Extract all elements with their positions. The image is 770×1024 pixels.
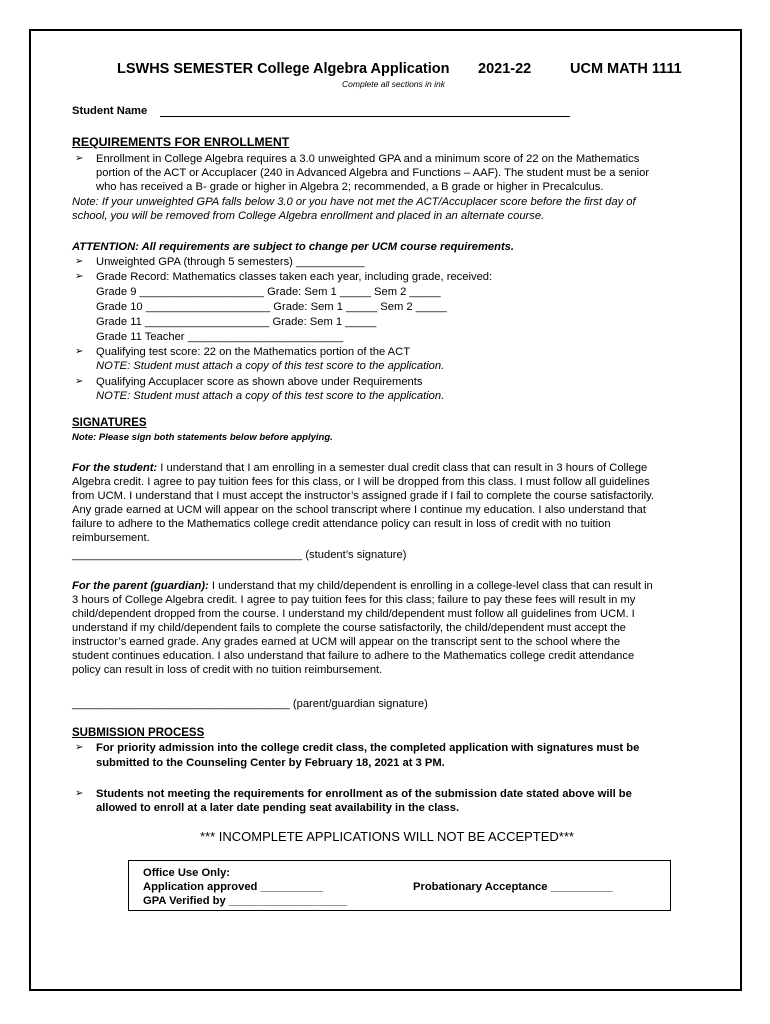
form-subtitle: Complete all sections in ink	[342, 79, 445, 89]
parent-statement-line: student continues education. I also understand that failure to adhere to the Mathematics college credit attendance	[72, 650, 635, 662]
requirement-line: Enrollment in College Algebra requires a 3.0 unweighted GPA and a minimum score of 22 on the Mathematics	[96, 153, 640, 165]
requirements-heading: REQUIREMENTS FOR ENROLLMENT	[72, 135, 290, 149]
parent-statement-line: policy can result in loss of credit with no tuition reimbursement.	[72, 664, 383, 676]
submission-item: allowed to enroll at a later date pending seat availability in the class.	[96, 802, 460, 814]
student-statement-line: Any grade earned at UCM will appear on the school transcript where I continue my education. I also understand that	[72, 504, 646, 516]
submission-heading: SUBMISSION PROCESS	[72, 727, 205, 739]
accuplacer-note: NOTE: Student must attach a copy of this test score to the application.	[96, 390, 445, 402]
student-name-field[interactable]	[160, 103, 570, 117]
bullet-arrow-icon: ➢	[75, 788, 84, 799]
requirement-line: who has received a B- grade or higher in Algebra 2; recommended, a B grade or higher in Precalculus.	[96, 181, 604, 193]
bullet-arrow-icon: ➢	[75, 376, 84, 387]
grade9-row[interactable]: Grade 9 ____________________ Grade: Sem 1 _____ Sem 2 _____	[96, 286, 441, 298]
bullet-arrow-icon: ➢	[75, 742, 84, 753]
teacher-field[interactable]: Grade 11 Teacher _________________________	[96, 331, 344, 343]
parent-statement-line1: For the parent (guardian): I understand that my child/dependent is enrolling in a college-level class that can result in	[72, 580, 653, 592]
application-approved-field[interactable]: Application approved __________	[143, 881, 323, 893]
bullet-arrow-icon: ➢	[75, 346, 84, 357]
accuplacer-requirement: Qualifying Accuplacer score as shown above under Requirements	[96, 376, 423, 388]
submission-item: For priority admission into the college credit class, the completed application with signatures must be	[96, 742, 640, 754]
parent-statement-line: child/dependent dropped from the course. I understand my child/dependent must follow all guidelines from UCM. I	[72, 608, 635, 620]
submission-item: Students not meeting the requirements for enrollment as of the submission date stated above will be	[96, 788, 632, 800]
submission-item: submitted to the Counseling Center by February 18, 2021 at 3 PM.	[96, 757, 445, 769]
school-year: 2021-22	[478, 61, 532, 77]
gpa-verified-field[interactable]: GPA Verified by ___________________	[143, 895, 348, 907]
student-statement-line: failure to adhere to the Mathematics college credit attendance policy can result in loss of credit with no tuition	[72, 518, 611, 530]
parent-statement-line: instructor’s earned grade. Any grades earned at UCM will appear on the transcript sent to the school where the	[72, 636, 621, 648]
course-code: UCM MATH 1111	[570, 61, 682, 77]
gpa-field[interactable]: Unweighted GPA (through 5 semesters) ___________	[96, 256, 365, 268]
student-statement-line: reimbursement.	[72, 532, 150, 544]
parent-statement-line: 3 hours of College Algebra credit. I agree to pay tuition fees for this class; failure to pay these fees will result in my	[72, 594, 636, 606]
incomplete-warning: *** INCOMPLETE APPLICATIONS WILL NOT BE ACCEPTED***	[200, 829, 574, 844]
grade11-row[interactable]: Grade 11 ____________________ Grade: Sem 1 _____	[96, 316, 377, 328]
student-statement-lead: For the student:	[72, 462, 158, 474]
parent-statement-lead: For the parent (guardian):	[72, 580, 209, 592]
parent-signature-field[interactable]: ___________________________________ (parent/guardian signature)	[72, 698, 428, 710]
requirements-note: school, you will be removed from College Algebra enrollment and placed in an alternate course.	[72, 210, 545, 222]
form-title: LSWHS SEMESTER College Algebra Application	[117, 61, 450, 77]
grade-record-label: Grade Record: Mathematics classes taken each year, including grade, received:	[96, 271, 493, 283]
student-name-label: Student Name	[72, 105, 148, 117]
bullet-arrow-icon: ➢	[75, 271, 84, 282]
act-requirement: Qualifying test score: 22 on the Mathematics portion of the ACT	[96, 346, 411, 358]
student-statement-line: from UCM. I understand that I must accept the instructor’s assigned grade if I fail to complete the course satisfactorily.	[72, 490, 655, 502]
bullet-arrow-icon: ➢	[75, 153, 84, 164]
attention-heading: ATTENTION: All requirements are subject to change per UCM course requirements.	[72, 241, 514, 253]
act-note: NOTE: Student must attach a copy of this test score to the application.	[96, 360, 445, 372]
probationary-acceptance-field[interactable]: Probationary Acceptance __________	[413, 881, 613, 893]
requirements-note: Note: If your unweighted GPA falls below 3.0 or you have not met the ACT/Accuplacer score before the first day of	[72, 196, 636, 208]
parent-statement-line: understand if my child/dependent fails to complete the course satisfactorily, the child/dependent must accept the	[72, 622, 626, 634]
grade10-row[interactable]: Grade 10 ____________________ Grade: Sem 1 _____ Sem 2 _____	[96, 301, 447, 313]
signatures-heading: SIGNATURES	[72, 417, 147, 429]
office-use-title: Office Use Only:	[143, 867, 231, 879]
signatures-note: Note: Please sign both statements below before applying.	[72, 432, 333, 443]
bullet-arrow-icon: ➢	[75, 256, 84, 267]
student-signature-field[interactable]: _____________________________________ (student’s signature)	[72, 549, 407, 561]
requirement-line: portion of the ACT or Accuplacer (240 in Advanced Algebra and Functions – AAF). The student must be a senior	[96, 167, 650, 179]
student-statement-line1: For the student: I understand that I am enrolling in a semester dual credit class that can result in 3 hours of College	[72, 462, 648, 474]
student-statement-line: Algebra credit. I agree to pay tuition fees for this class, or I will be dropped from this class. I must follow all guidelines	[72, 476, 650, 488]
